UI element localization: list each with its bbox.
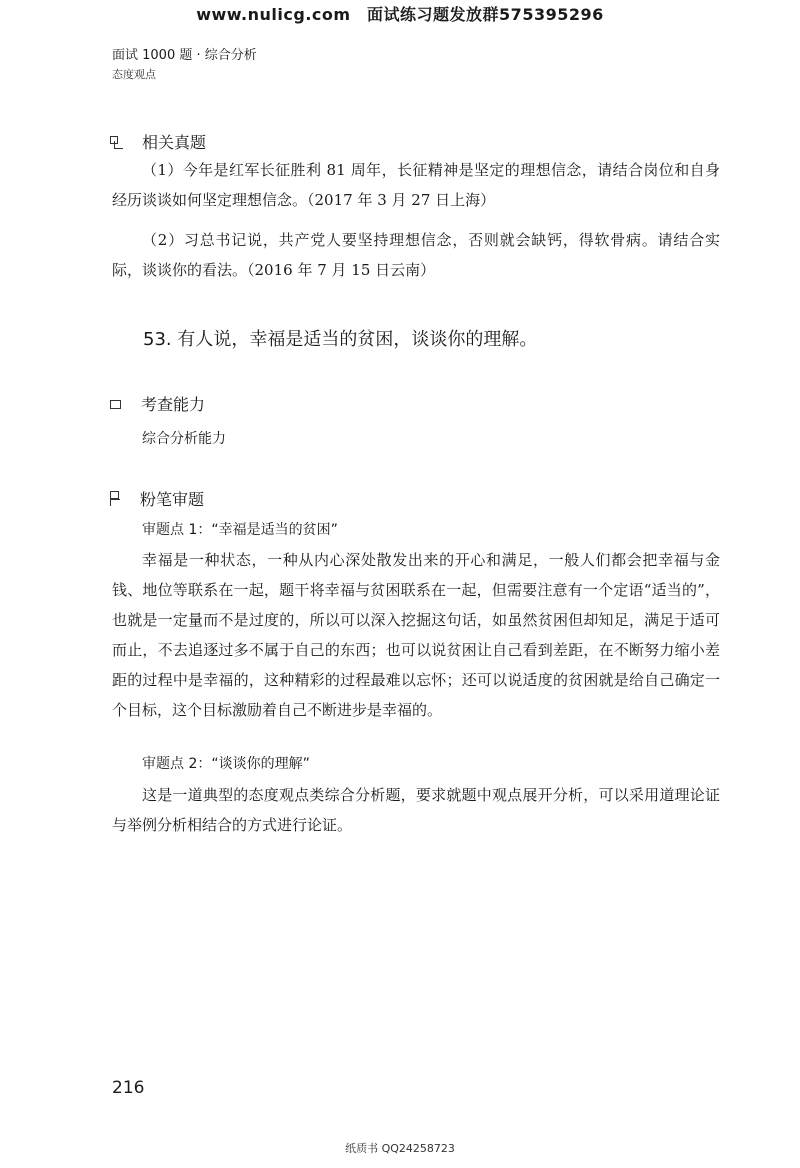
related-questions-title: 相关真题 xyxy=(142,133,207,152)
watermark-banner: www.nulicg.com 面试练习题发放群575395296 xyxy=(196,5,604,24)
review-paragraph-1: 幸福是一种状态，一种从内心深处散发出来的开心和满足，一般人们都会把幸福与金钱、地位等联系在一起，题干将幸福与贫困联系在一起，但需要注意有一个定语“适当的”，也就是一定量而不是过度的，所以可以深入挖掘这句话，如虽然贫困但却知足，满足于适可而止，不去追逐过多不属于自己的东西；也可以说贫困让自己看到差距，在不断努力缩小差距的过程中是幸福的，这种精彩的过程最难以忘怀；还可以说适度的贫困就是给自己确定一个目标，这个目标激励着自己不断进步是幸福的。 xyxy=(112,551,720,719)
question-title: 53. 有人说，幸福是适当的贫困，谈谈你的理解。 xyxy=(143,329,538,350)
ability-title: 考查能力 xyxy=(141,395,206,414)
review-point-2: 审题点 2：“谈谈你的理解” xyxy=(142,756,310,772)
related-question-1: （1）今年是红军长征胜利 81 周年，长征精神是坚定的理想信念，请结合岗位和自身经历谈谈如何坚定理想信念。（2017 年 3 月 27 日上海） xyxy=(112,161,720,209)
review-paragraph-2: 这是一道典型的态度观点类综合分析题，要求就题中观点展开分析，可以采用道理论证与举例分析相结合的方式进行论证。 xyxy=(112,786,720,834)
page-number: 216 xyxy=(112,1078,145,1098)
footer-note: 纸质书 QQ24258723 xyxy=(345,1142,455,1155)
running-header-book: 面试 1000 题 · 综合分析 xyxy=(112,48,257,63)
review-point-1: 审题点 1：“幸福是适当的贫困” xyxy=(142,522,338,538)
review-heading xyxy=(110,487,204,510)
review-title: 粉笔审题 xyxy=(140,490,205,509)
section-marker-icon xyxy=(110,491,120,507)
section-marker-icon xyxy=(110,400,121,409)
ability-heading xyxy=(110,392,205,415)
related-questions-heading xyxy=(110,130,206,153)
running-header-section: 态度观点 xyxy=(112,68,156,81)
ability-text: 综合分析能力 xyxy=(142,431,226,447)
related-question-2: （2）习总书记说，共产党人要坚持理想信念，否则就会缺钙，得软骨病。请结合实际，谈谈你的看法。（2016 年 7 月 15 日云南） xyxy=(112,231,720,279)
section-marker-icon xyxy=(110,136,122,148)
